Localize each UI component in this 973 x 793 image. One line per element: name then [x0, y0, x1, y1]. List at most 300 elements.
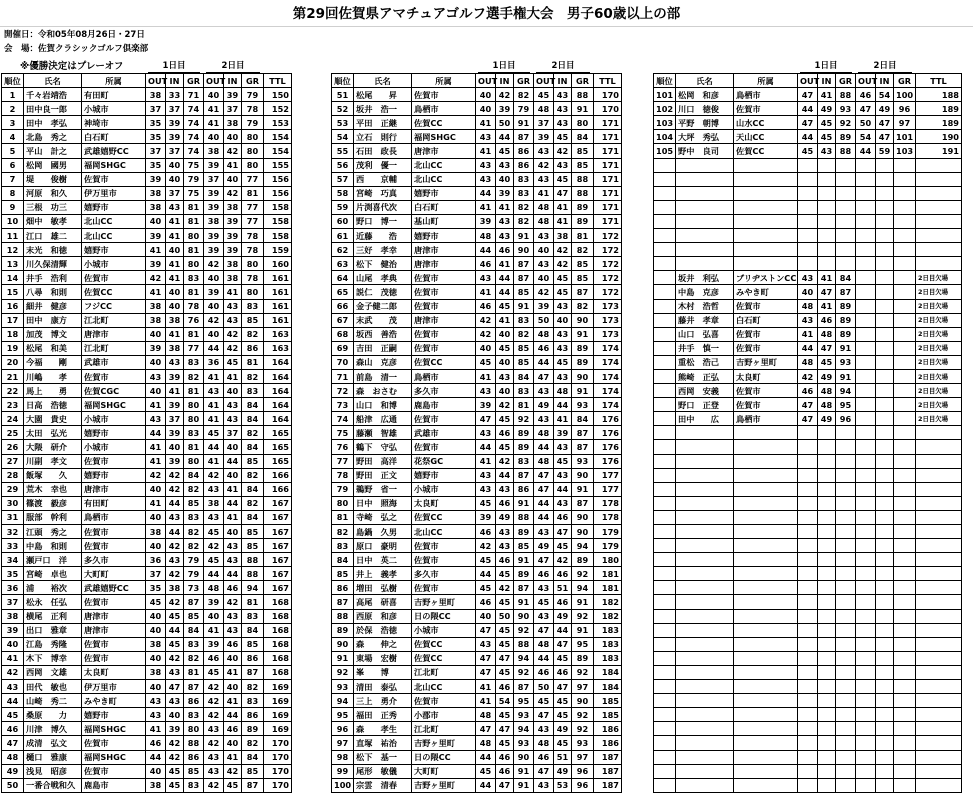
table-row [654, 398, 962, 412]
cell-gr: 93 [572, 398, 594, 412]
table-row [332, 510, 622, 524]
cell-in: 41 [166, 214, 184, 228]
table-row [654, 144, 962, 158]
cell-gr: 100 [894, 88, 916, 102]
cell-gr: 84 [242, 750, 264, 764]
cell-in [876, 426, 894, 440]
cell-in: 47 [554, 680, 572, 694]
cell-gr [836, 581, 856, 595]
cell-gr: 103 [894, 144, 916, 158]
cell-gr [836, 496, 856, 510]
cell-club: 嬉野市 [412, 186, 476, 200]
cell-in: 45 [166, 778, 184, 792]
cell-in: 44 [166, 623, 184, 637]
cell-rank: 62 [332, 243, 354, 257]
cell-ttl: 2日目欠場 [916, 369, 962, 383]
cell-in: 42 [224, 764, 242, 778]
cell-ttl [916, 581, 962, 595]
cell-rank [654, 623, 676, 637]
cell-name: 寺崎 弘之 [354, 510, 412, 524]
cell-ttl: 164 [264, 355, 292, 369]
cell-out: 48 [476, 229, 496, 243]
cell-ttl: 2日目欠場 [916, 327, 962, 341]
cell-rank: 82 [332, 525, 354, 539]
cell-out: 40 [146, 764, 166, 778]
cell-out: 47 [476, 651, 496, 665]
cell-out: 47 [534, 708, 554, 722]
cell-gr: 87 [242, 665, 264, 679]
cell-name: 大園 貴史 [24, 412, 82, 426]
table-row [654, 355, 962, 369]
cell-in: 43 [224, 313, 242, 327]
cell-in [876, 694, 894, 708]
cell-rank [654, 285, 676, 299]
playoff-note: ※優勝決定はプレーオフ [20, 61, 124, 72]
cell-in: 49 [876, 102, 894, 116]
cell-in: 40 [496, 172, 514, 186]
cell-ttl: 2日目欠場 [916, 285, 962, 299]
cell-rank: 83 [332, 539, 354, 553]
cell-in: 44 [496, 130, 514, 144]
cell-out: 40 [146, 651, 166, 665]
cell-in [818, 609, 836, 623]
cell-out: 48 [476, 736, 496, 750]
cell-out: 54 [856, 130, 876, 144]
cell-in [876, 708, 894, 722]
cell-in: 42 [496, 398, 514, 412]
cell-club: 佐賀市 [82, 764, 146, 778]
cell-ttl [916, 567, 962, 581]
cell-club [734, 200, 798, 214]
cell-name: 今福 剛 [24, 355, 82, 369]
cell-ttl: 174 [594, 369, 622, 383]
cell-out [798, 651, 818, 665]
cell-club: 武雄市 [412, 426, 476, 440]
header-gr: GR [894, 74, 916, 88]
cell-gr [836, 665, 856, 679]
cell-out: 41 [146, 496, 166, 510]
table-row [654, 581, 962, 595]
cell-out: 43 [476, 158, 496, 172]
cell-out: 38 [146, 88, 166, 102]
cell-in: 43 [166, 553, 184, 567]
cell-ttl: 181 [594, 581, 622, 595]
cell-gr: 77 [242, 200, 264, 214]
cell-gr: 91 [514, 778, 534, 792]
cell-name: 立石 則行 [354, 130, 412, 144]
cell-gr: 83 [184, 510, 204, 524]
cell-in [818, 229, 836, 243]
cell-out: 39 [534, 130, 554, 144]
cell-in: 38 [224, 257, 242, 271]
cell-rank [654, 299, 676, 313]
table-row [2, 609, 292, 623]
cell-in: 44 [496, 468, 514, 482]
cell-gr [894, 510, 916, 524]
cell-club [734, 468, 798, 482]
cell-in: 41 [818, 271, 836, 285]
cell-ttl: 169 [264, 680, 292, 694]
cell-out [798, 243, 818, 257]
cell-name: 野口 正登 [676, 398, 734, 412]
cell-name: 横尾 正利 [24, 609, 82, 623]
cell-gr: 82 [572, 299, 594, 313]
cell-out: 39 [534, 299, 554, 313]
cell-out: 43 [534, 581, 554, 595]
cell-in [876, 510, 894, 524]
cell-rank: 28 [2, 468, 24, 482]
cell-out [856, 651, 876, 665]
cell-club [734, 257, 798, 271]
cell-gr [894, 172, 916, 186]
cell-ttl: 176 [594, 426, 622, 440]
cell-club [734, 680, 798, 694]
cell-rank [654, 412, 676, 426]
cell-gr: 85 [242, 313, 264, 327]
cell-in: 59 [876, 144, 894, 158]
cell-rank: 48 [2, 750, 24, 764]
cell-in [876, 778, 894, 792]
cell-in [818, 750, 836, 764]
cell-name: 出口 雅章 [24, 623, 82, 637]
cell-gr: 90 [514, 609, 534, 623]
cell-in: 50 [496, 116, 514, 130]
cell-club: 佐賀市 [412, 581, 476, 595]
cell-gr: 90 [514, 243, 534, 257]
cell-club [734, 186, 798, 200]
cell-gr: 86 [242, 341, 264, 355]
cell-gr: 89 [572, 200, 594, 214]
cell-out: 47 [534, 764, 554, 778]
cell-name: 藤瀬 智雄 [354, 426, 412, 440]
cell-rank: 63 [332, 257, 354, 271]
table-row [654, 285, 962, 299]
cell-name [676, 778, 734, 792]
cell-club: 伊万里市 [82, 186, 146, 200]
cell-in: 40 [224, 440, 242, 454]
cell-rank: 56 [332, 158, 354, 172]
cell-out [856, 341, 876, 355]
cell-in: 54 [496, 694, 514, 708]
cell-name: 坂井 浩一 [354, 102, 412, 116]
cell-club: 佐賀市 [82, 172, 146, 186]
cell-club: 嬉野市 [82, 426, 146, 440]
cell-ttl: 167 [264, 581, 292, 595]
cell-name: 桑原 力 [24, 708, 82, 722]
table-row [332, 243, 622, 257]
cell-club: 佐賀CC [734, 144, 798, 158]
cell-in: 43 [554, 88, 572, 102]
cell-out [798, 764, 818, 778]
cell-name [676, 200, 734, 214]
cell-name: 峯 博 [354, 665, 412, 679]
cell-in [876, 229, 894, 243]
cell-out: 43 [204, 384, 224, 398]
cell-out: 40 [146, 482, 166, 496]
cell-in: 47 [496, 651, 514, 665]
cell-in: 41 [224, 665, 242, 679]
table-row [654, 102, 962, 116]
cell-club: 吉野ヶ里町 [412, 595, 476, 609]
header-row [2, 74, 292, 88]
cell-ttl: 171 [594, 158, 622, 172]
cell-rank [654, 750, 676, 764]
cell-in: 42 [166, 736, 184, 750]
table-row [2, 482, 292, 496]
cell-rank [654, 186, 676, 200]
cell-rank: 35 [2, 567, 24, 581]
cell-in: 46 [496, 680, 514, 694]
cell-rank: 85 [332, 567, 354, 581]
cell-club [734, 581, 798, 595]
cell-gr: 88 [242, 567, 264, 581]
cell-out: 44 [476, 243, 496, 257]
cell-gr: 81 [184, 440, 204, 454]
cell-ttl: 168 [264, 595, 292, 609]
cell-rank: 88 [332, 609, 354, 623]
cell-club: 佐賀CC [82, 285, 146, 299]
cell-in: 40 [224, 736, 242, 750]
cell-rank: 18 [2, 327, 24, 341]
cell-in: 42 [224, 327, 242, 341]
cell-ttl: 171 [594, 214, 622, 228]
cell-gr: 85 [184, 764, 204, 778]
cell-out: 42 [204, 778, 224, 792]
table-row [332, 412, 622, 426]
cell-gr [894, 440, 916, 454]
cell-in [876, 313, 894, 327]
header-name: 氏名 [676, 74, 734, 88]
cell-gr: 96 [836, 412, 856, 426]
cell-in: 40 [166, 172, 184, 186]
header-gr: GR [572, 74, 594, 88]
cell-gr: 91 [514, 595, 534, 609]
cell-gr [894, 595, 916, 609]
cell-club: 佐賀市 [412, 327, 476, 341]
cell-out: 41 [476, 680, 496, 694]
cell-rank [654, 510, 676, 524]
cell-gr: 92 [514, 665, 534, 679]
cell-ttl: 184 [594, 665, 622, 679]
cell-out [856, 285, 876, 299]
cell-name: 田中 孝弘 [24, 116, 82, 130]
table-row [654, 116, 962, 130]
cell-gr: 74 [184, 130, 204, 144]
cell-out: 47 [798, 398, 818, 412]
cell-rank [654, 680, 676, 694]
cell-ttl: 170 [264, 778, 292, 792]
cell-in: 43 [496, 525, 514, 539]
cell-in: 46 [554, 510, 572, 524]
cell-out: 39 [204, 637, 224, 651]
cell-ttl: 153 [264, 116, 292, 130]
table-row [2, 130, 292, 144]
cell-gr: 80 [242, 130, 264, 144]
cell-name: 平野 朝博 [676, 116, 734, 130]
cell-out: 39 [204, 285, 224, 299]
cell-name: 大坪 秀弘 [676, 130, 734, 144]
cell-out: 41 [204, 398, 224, 412]
cell-gr: 83 [184, 637, 204, 651]
cell-gr: 80 [184, 412, 204, 426]
cell-name: 松岡 國男 [24, 158, 82, 172]
cell-out: 48 [798, 299, 818, 313]
cell-out: 39 [476, 510, 496, 524]
cell-out: 35 [146, 116, 166, 130]
cell-rank: 52 [332, 102, 354, 116]
cell-out: 47 [476, 665, 496, 679]
cell-out: 38 [146, 299, 166, 313]
cell-out: 43 [476, 271, 496, 285]
cell-name: 三好 孝幸 [354, 243, 412, 257]
cell-out [856, 200, 876, 214]
cell-out: 42 [146, 468, 166, 482]
day1-underline [478, 72, 530, 73]
cell-out: 37 [534, 116, 554, 130]
cell-ttl: 177 [594, 482, 622, 496]
cell-in: 43 [224, 609, 242, 623]
table-row [2, 694, 292, 708]
cell-rank: 44 [2, 694, 24, 708]
cell-out: 48 [534, 736, 554, 750]
cell-gr [894, 581, 916, 595]
cell-ttl: 173 [594, 313, 622, 327]
cell-in: 44 [496, 285, 514, 299]
cell-club [734, 510, 798, 524]
cell-in: 48 [554, 384, 572, 398]
cell-in: 37 [224, 102, 242, 116]
cell-in: 47 [876, 116, 894, 130]
cell-in [876, 257, 894, 271]
header-out: OUT [856, 74, 876, 88]
cell-in [818, 454, 836, 468]
cell-in: 40 [496, 327, 514, 341]
cell-in: 42 [224, 186, 242, 200]
cell-gr: 93 [836, 355, 856, 369]
cell-gr [836, 468, 856, 482]
cell-out: 41 [146, 243, 166, 257]
cell-ttl: 172 [594, 229, 622, 243]
cell-gr: 84 [242, 412, 264, 426]
cell-out: 44 [204, 440, 224, 454]
cell-rank: 80 [332, 496, 354, 510]
cell-in: 41 [224, 510, 242, 524]
cell-rank: 21 [2, 369, 24, 383]
cell-gr [836, 764, 856, 778]
cell-in: 44 [224, 567, 242, 581]
cell-rank [654, 722, 676, 736]
cell-ttl: 171 [594, 200, 622, 214]
cell-name [676, 609, 734, 623]
cell-out: 44 [798, 341, 818, 355]
cell-gr [894, 482, 916, 496]
cell-gr: 86 [514, 144, 534, 158]
table-row [2, 313, 292, 327]
cell-out: 41 [146, 722, 166, 736]
cell-name: 船津 広通 [354, 412, 412, 426]
cell-out [798, 665, 818, 679]
cell-gr: 85 [242, 539, 264, 553]
cell-out [856, 680, 876, 694]
cell-club [734, 694, 798, 708]
cell-out: 39 [146, 172, 166, 186]
cell-gr: 93 [514, 736, 534, 750]
cell-gr: 87 [184, 595, 204, 609]
cell-gr: 84 [836, 271, 856, 285]
cell-in: 45 [818, 116, 836, 130]
cell-name: 松下 健治 [354, 257, 412, 271]
cell-gr [836, 680, 856, 694]
cell-club [734, 214, 798, 228]
cell-out: 47 [534, 468, 554, 482]
cell-rank [654, 665, 676, 679]
cell-rank: 97 [332, 736, 354, 750]
cell-in: 43 [554, 496, 572, 510]
cell-out: 40 [146, 355, 166, 369]
cell-gr: 88 [572, 88, 594, 102]
header-ttl: TTL [594, 74, 622, 88]
cell-name: 西 京輔 [354, 172, 412, 186]
cell-gr: 85 [242, 525, 264, 539]
cell-name: 加茂 博文 [24, 327, 82, 341]
cell-ttl: 172 [594, 285, 622, 299]
cell-gr: 85 [242, 454, 264, 468]
cell-in: 42 [224, 144, 242, 158]
table-row [332, 637, 622, 651]
cell-ttl: 2日目欠場 [916, 313, 962, 327]
cell-ttl: 170 [264, 736, 292, 750]
cell-out: 41 [476, 116, 496, 130]
cell-name [676, 257, 734, 271]
cell-ttl: 183 [594, 637, 622, 651]
table-row [332, 229, 622, 243]
cell-in: 40 [166, 285, 184, 299]
cell-in [876, 750, 894, 764]
cell-in: 45 [496, 341, 514, 355]
cell-name: 中島 克彦 [676, 285, 734, 299]
cell-club: 佐賀市 [82, 637, 146, 651]
cell-rank [654, 229, 676, 243]
cell-club: みやき町 [82, 694, 146, 708]
cell-ttl: 170 [264, 764, 292, 778]
cell-rank: 39 [2, 623, 24, 637]
cell-in: 45 [496, 440, 514, 454]
cell-in [876, 651, 894, 665]
cell-in: 39 [224, 88, 242, 102]
cell-club: 福岡SHGC [412, 130, 476, 144]
cell-name [676, 158, 734, 172]
cell-gr: 87 [514, 130, 534, 144]
cell-rank: 47 [2, 736, 24, 750]
cell-name: 野中 良司 [676, 144, 734, 158]
cell-out [798, 694, 818, 708]
table-row [654, 496, 962, 510]
table-row [654, 595, 962, 609]
cell-ttl [916, 186, 962, 200]
cell-out [856, 539, 876, 553]
cell-gr: 86 [514, 482, 534, 496]
cell-rank: 5 [2, 144, 24, 158]
cell-gr: 85 [572, 158, 594, 172]
cell-name [676, 454, 734, 468]
cell-in: 38 [224, 200, 242, 214]
cell-out [798, 482, 818, 496]
table-row [2, 116, 292, 130]
cell-club: 鳥栖市 [734, 88, 798, 102]
cell-in: 42 [224, 341, 242, 355]
cell-rank: 81 [332, 510, 354, 524]
cell-ttl: 156 [264, 186, 292, 200]
